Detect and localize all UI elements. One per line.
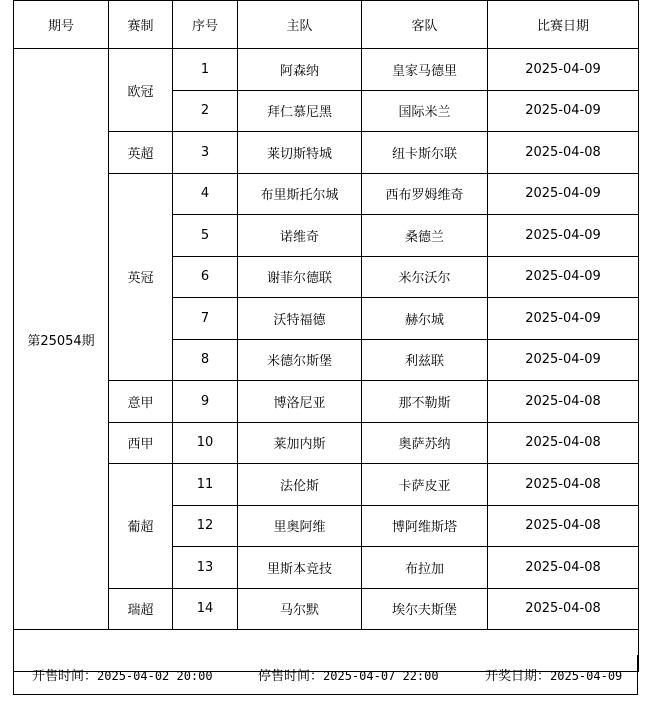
home-team: 里斯本竞技 [238, 547, 362, 589]
away-team: 博阿维斯塔 [362, 505, 488, 547]
home-team: 谢菲尔德联 [238, 256, 362, 298]
away-team: 桑德兰 [362, 215, 488, 257]
league-cell: 葡超 [109, 464, 173, 589]
away-team: 赫尔城 [362, 298, 488, 340]
home-team: 拜仁慕尼黑 [238, 90, 362, 132]
away-team: 米尔沃尔 [362, 256, 488, 298]
draw-date-value: 2025-04-09 [550, 669, 623, 683]
draw-date-label: 开奖日期： [485, 669, 551, 684]
header-away-team: 客队 [362, 1, 488, 49]
match-date: 2025-04-08 [488, 422, 639, 464]
period-cell: 第25054期 [14, 49, 109, 630]
match-number: 8 [173, 339, 238, 381]
table-row [14, 49, 639, 91]
away-team: 卡萨皮亚 [362, 464, 488, 506]
match-table [13, 0, 639, 672]
sale-end-label: 停售时间： [258, 669, 324, 684]
match-date: 2025-04-08 [488, 588, 639, 630]
league-cell: 瑞超 [109, 588, 173, 630]
home-team: 里奥阿维 [238, 505, 362, 547]
sale-end-value: 2025-04-07 22:00 [323, 669, 439, 683]
header-match-date: 比赛日期 [488, 1, 639, 49]
match-number: 14 [173, 588, 238, 630]
match-number: 6 [173, 256, 238, 298]
match-date: 2025-04-08 [488, 464, 639, 506]
away-team: 国际米兰 [362, 90, 488, 132]
match-date: 2025-04-08 [488, 132, 639, 174]
match-date: 2025-04-09 [488, 339, 639, 381]
home-team: 阿森纳 [238, 49, 362, 91]
away-team: 纽卡斯尔联 [362, 132, 488, 174]
header-period: 期号 [14, 1, 109, 49]
match-date: 2025-04-09 [488, 49, 639, 91]
league-cell: 欧冠 [109, 49, 173, 132]
away-team: 那不勒斯 [362, 381, 488, 423]
home-team: 莱切斯特城 [238, 132, 362, 174]
home-team: 马尔默 [238, 588, 362, 630]
header-number: 序号 [173, 1, 238, 49]
sale-start [32, 665, 213, 684]
league-cell: 英超 [109, 132, 173, 174]
match-number: 4 [173, 173, 238, 215]
match-date: 2025-04-09 [488, 215, 639, 257]
match-number: 10 [173, 422, 238, 464]
home-team: 米德尔斯堡 [238, 339, 362, 381]
away-team: 西布罗姆维奇 [362, 173, 488, 215]
home-team: 莱加内斯 [238, 422, 362, 464]
match-date: 2025-04-08 [488, 505, 639, 547]
match-date: 2025-04-09 [488, 90, 639, 132]
header-league: 赛制 [109, 1, 173, 49]
sale-start-value: 2025-04-02 20:00 [97, 669, 213, 683]
match-date: 2025-04-09 [488, 173, 639, 215]
home-team: 法伦斯 [238, 464, 362, 506]
match-number: 3 [173, 132, 238, 174]
match-number: 7 [173, 298, 238, 340]
match-date: 2025-04-09 [488, 256, 639, 298]
home-team: 沃特福德 [238, 298, 362, 340]
home-team: 诺维奇 [238, 215, 362, 257]
header-row [14, 1, 639, 49]
match-number: 1 [173, 49, 238, 91]
header-home-team: 主队 [238, 1, 362, 49]
away-team: 皇家马德里 [362, 49, 488, 91]
match-number: 2 [173, 90, 238, 132]
away-team: 奥萨苏纳 [362, 422, 488, 464]
league-cell: 西甲 [109, 422, 173, 464]
league-cell: 意甲 [109, 381, 173, 423]
away-team: 埃尔夫斯堡 [362, 588, 488, 630]
home-team: 博洛尼亚 [238, 381, 362, 423]
match-number: 11 [173, 464, 238, 506]
home-team: 布里斯托尔城 [238, 173, 362, 215]
away-team: 布拉加 [362, 547, 488, 589]
league-cell: 英冠 [109, 173, 173, 381]
match-number: 12 [173, 505, 238, 547]
match-date: 2025-04-08 [488, 381, 639, 423]
match-date: 2025-04-09 [488, 298, 639, 340]
sale-start-label: 开售时间： [32, 669, 98, 684]
sale-info-footer [13, 655, 638, 695]
match-number: 13 [173, 547, 238, 589]
sale-end [258, 665, 439, 684]
match-number: 9 [173, 381, 238, 423]
match-number: 5 [173, 215, 238, 257]
match-date: 2025-04-08 [488, 547, 639, 589]
draw-date [485, 665, 622, 684]
lottery-schedule [13, 0, 638, 697]
away-team: 利兹联 [362, 339, 488, 381]
